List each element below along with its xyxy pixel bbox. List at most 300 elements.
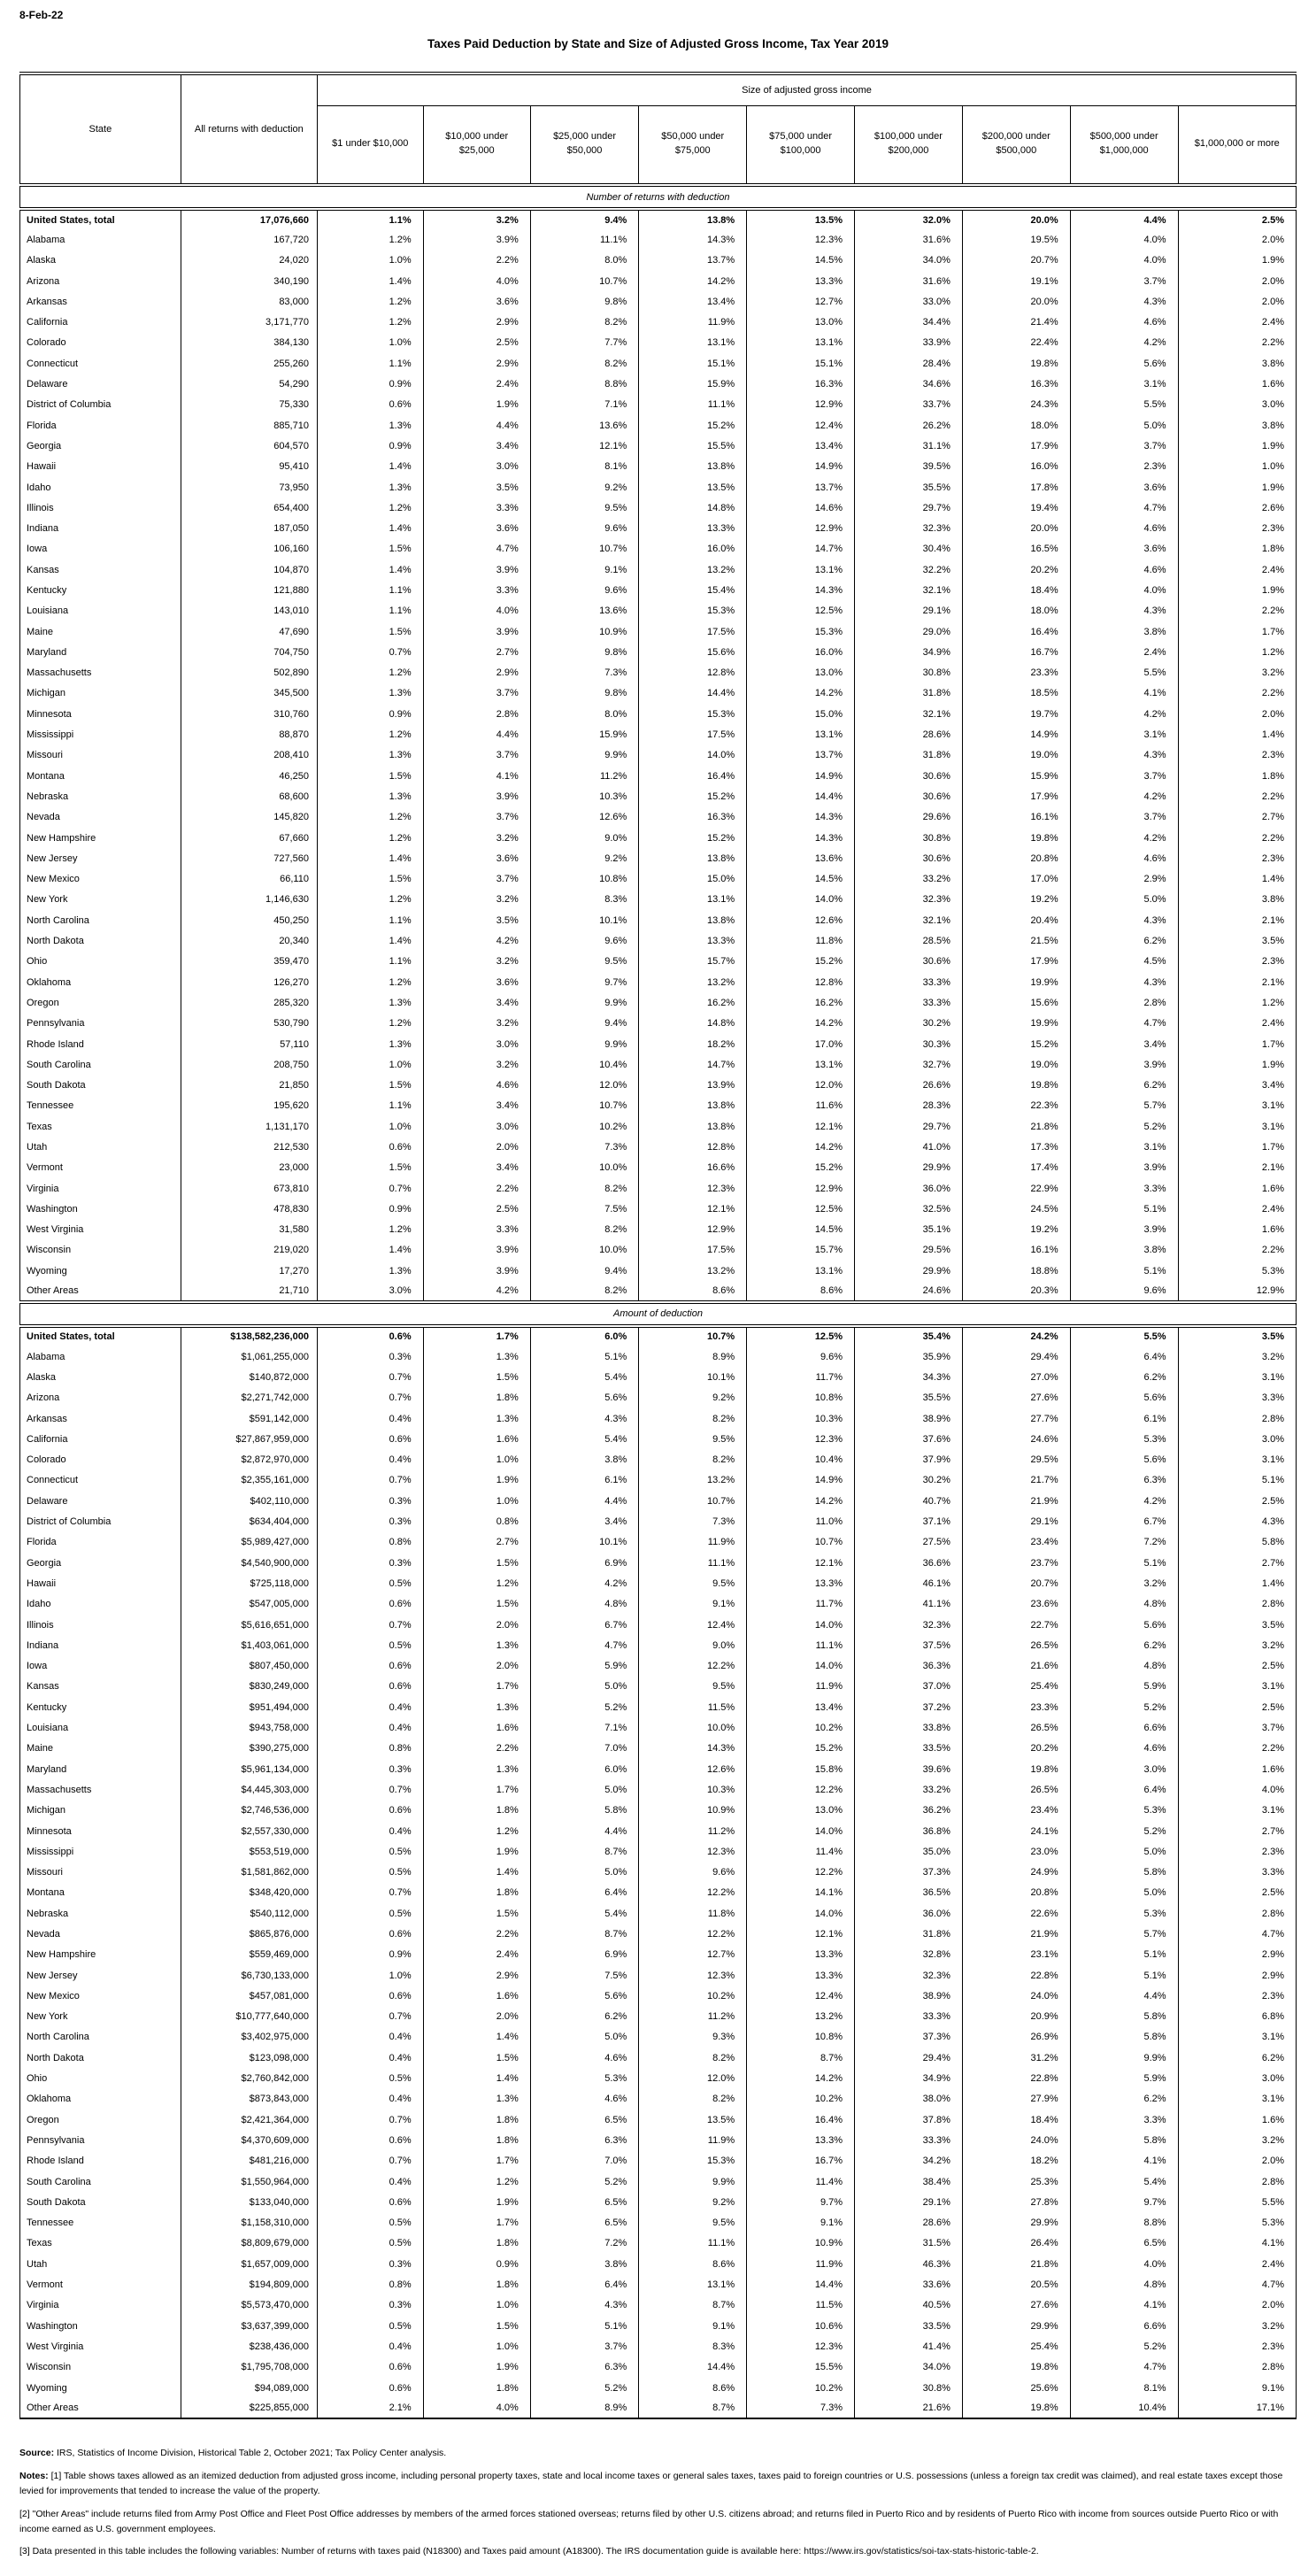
note-3 [19,2544,1297,2559]
header-agi-col: $500,000 under $1,000,000 [1070,105,1178,185]
value-cell: 2.0% [423,1615,530,1635]
value-cell: 12.2% [639,1883,747,1903]
state-cell: Virginia [27,2300,59,2311]
value-cell: 5.1% [1070,1965,1178,1986]
value-cell: 2.0% [1178,704,1296,724]
value-cell: 5.1% [1178,1470,1296,1491]
state-cell: Louisiana [27,1723,69,1734]
value-cell: 15.4% [639,580,747,600]
state-cell: Other Areas [27,1285,79,1297]
value-cell: 21.8% [962,1116,1070,1137]
value-cell: 6.4% [1070,1779,1178,1800]
value-cell: 6.5% [530,2109,639,2130]
value-cell: 11.9% [639,1532,747,1553]
value-cell: 1.7% [423,2151,530,2171]
value-cell: 1.9% [423,1470,530,1491]
value-cell: 6.2% [1070,2089,1178,2109]
value-cell: 3.7% [1178,1717,1296,1738]
value-cell: 6.7% [530,1615,639,1635]
state-cell: New Hampshire [27,1949,96,1961]
value-cell: 1.4% [1178,1573,1296,1593]
value-cell: 20.9% [962,2007,1070,2027]
value-cell: 29.5% [962,1450,1070,1470]
value-cell: 478,830 [181,1199,317,1219]
value-cell: 16.4% [639,766,747,786]
value-cell: 0.8% [317,1739,423,1759]
value-cell: 14.0% [747,890,855,910]
value-cell: 5.2% [530,1697,639,1717]
value-cell: $94,089,000 [181,2378,317,2398]
section-label: Number of returns with deduction [20,185,1297,209]
value-cell: 1.0% [317,251,423,271]
value-cell: 15.7% [639,952,747,972]
value-cell: $1,550,964,000 [181,2171,317,2192]
value-cell: 33.8% [855,1717,963,1738]
value-cell: 0.7% [317,1178,423,1199]
value-cell: $1,158,310,000 [181,2213,317,2233]
value-cell: 0.6% [317,2357,423,2378]
value-cell: 18.4% [962,580,1070,600]
header-agi-col: $10,000 under $25,000 [423,105,530,185]
value-cell: 1.8% [423,2109,530,2130]
value-cell: 1.3% [317,786,423,806]
value-cell: 1.2% [317,972,423,992]
value-cell: 10.0% [530,1240,639,1261]
value-cell: 34.9% [855,642,963,662]
value-cell: 1.3% [317,1261,423,1281]
state-cell: Iowa [27,544,48,555]
value-cell: 1.8% [423,2233,530,2254]
value-cell: 1.3% [423,1346,530,1367]
value-cell: 4.6% [1070,848,1178,868]
value-cell: 1.6% [1178,1220,1296,1240]
value-cell: 13.3% [639,518,747,538]
value-cell: 22.4% [962,333,1070,353]
value-cell: 3.1% [1178,1116,1296,1137]
note-3-text: [3] Data presented in this table includes the following variables: Number of returns with taxes paid (N18300) and Taxes paid amount (A18300). The IRS documentation guide is available here: https://www.irs.gov/statistics/soi-tax-stats-historic-table-2. [19,2546,1039,2557]
value-cell: 28.6% [855,724,963,744]
table-row [20,539,1297,559]
table-row [20,1346,1297,1367]
value-cell: 106,160 [181,539,317,559]
table-row [20,1450,1297,1470]
value-cell: 22.8% [962,2068,1070,2088]
value-cell: 6.8% [1178,2007,1296,2027]
value-cell: 5.4% [1070,2171,1178,2192]
table-row [20,2068,1297,2088]
value-cell: 19.4% [962,497,1070,518]
value-cell: 4.6% [530,2048,639,2068]
table-row [20,1739,1297,1759]
value-cell: 6.5% [1070,2233,1178,2254]
value-cell: 10.9% [747,2233,855,2254]
value-cell: 3.2% [1178,1346,1296,1367]
value-cell: 34.3% [855,1367,963,1387]
value-cell: 29.1% [855,2192,963,2212]
value-cell: 5.8% [1070,2130,1178,2150]
value-cell: 2.2% [423,1739,530,1759]
value-cell: 19.5% [962,229,1070,250]
value-cell: 0.5% [317,2233,423,2254]
value-cell: 0.4% [317,2171,423,2192]
value-cell: 13.8% [639,848,747,868]
value-cell: 37.3% [855,2027,963,2048]
value-cell: 8.6% [747,1281,855,1301]
value-cell: 3.2% [423,952,530,972]
value-cell: 11.1% [639,2233,747,2254]
value-cell: 0.6% [317,1986,423,2006]
value-cell: 15.6% [962,992,1070,1013]
value-cell: $540,112,000 [181,1903,317,1924]
value-cell: 5.8% [530,1801,639,1821]
value-cell: 4.4% [530,1491,639,1511]
value-cell: 8.0% [530,704,639,724]
value-cell: 16.0% [962,457,1070,477]
value-cell: 10.9% [530,621,639,642]
value-cell: 4.2% [1070,828,1178,848]
value-cell: 255,260 [181,353,317,374]
value-cell: $725,118,000 [181,1573,317,1593]
value-cell: 30.8% [855,828,963,848]
value-cell: 1.0% [423,2295,530,2316]
value-cell: 3.1% [1178,2027,1296,2048]
value-cell: 15.9% [530,724,639,744]
state-cell: New York [27,894,68,906]
value-cell: 21,850 [181,1075,317,1095]
value-cell: 46.3% [855,2254,963,2274]
value-cell: 5.1% [1070,1945,1178,1965]
value-cell: 28.6% [855,2213,963,2233]
table-row [20,2336,1297,2356]
value-cell: 3.9% [423,786,530,806]
value-cell: 24.0% [962,1986,1070,2006]
value-cell: 3.1% [1178,1677,1296,1697]
value-cell: 3.7% [423,807,530,828]
table-row [20,2254,1297,2274]
table-row [20,745,1297,766]
value-cell: 33.9% [855,333,963,353]
table-row [20,1367,1297,1387]
value-cell: 104,870 [181,559,317,580]
value-cell: 1.4% [317,271,423,291]
value-cell: 33.3% [855,992,963,1013]
table-row [20,683,1297,704]
value-cell: 37.3% [855,1862,963,1882]
value-cell: 12.0% [639,2068,747,2088]
table-row [20,1821,1297,1841]
value-cell: 7.7% [530,333,639,353]
value-cell: $3,637,399,000 [181,2316,317,2336]
value-cell: 1.3% [423,2089,530,2109]
value-cell: $8,809,679,000 [181,2233,317,2254]
value-cell: 7.1% [530,1717,639,1738]
value-cell: 21.7% [962,1470,1070,1491]
value-cell: 12.5% [747,1199,855,1219]
value-cell: 14.7% [639,1054,747,1075]
value-cell: $4,370,609,000 [181,2130,317,2150]
state-cell: New Hampshire [27,832,96,844]
value-cell: 31.6% [855,229,963,250]
state-cell: Massachusetts [27,1784,92,1795]
value-cell: 36.8% [855,1821,963,1841]
value-cell: 0.8% [317,1532,423,1553]
value-cell: 3.6% [423,291,530,312]
value-cell: 5.6% [1070,1388,1178,1408]
value-cell: 18.0% [962,415,1070,436]
value-cell: 12.8% [639,1137,747,1157]
value-cell: 3.1% [1070,1137,1178,1157]
value-cell: 704,750 [181,642,317,662]
table-row [20,1655,1297,1676]
value-cell: 1.6% [423,1717,530,1738]
table-row [20,2233,1297,2254]
value-cell: 12.6% [639,1759,747,1779]
table-row [20,1594,1297,1615]
value-cell: 27.0% [962,1367,1070,1387]
table-row [20,2089,1297,2109]
value-cell: 0.5% [317,1841,423,1862]
value-cell: $559,469,000 [181,1945,317,1965]
table-row [20,1014,1297,1034]
value-cell: 11.1% [747,1635,855,1655]
value-cell: 20.2% [962,1739,1070,1759]
value-cell: 3.1% [1178,1801,1296,1821]
value-cell: 13.0% [747,1801,855,1821]
value-cell: 1.9% [423,395,530,415]
value-cell: 673,810 [181,1178,317,1199]
value-cell: 7.0% [530,2151,639,2171]
value-cell: 0.6% [317,1677,423,1697]
state-cell: Oklahoma [27,976,72,988]
value-cell: 2.5% [423,333,530,353]
value-cell: 10.8% [530,869,639,890]
state-cell: Ohio [27,956,48,968]
value-cell: 1.2% [423,2171,530,2192]
table-row [20,1677,1297,1697]
value-cell: 12.6% [530,807,639,828]
value-cell: 17,270 [181,1261,317,1281]
value-cell: 29.0% [855,621,963,642]
value-cell: 2.8% [423,704,530,724]
value-cell: $238,436,000 [181,2336,317,2356]
value-cell: 2.2% [1178,601,1296,621]
value-cell: 23.3% [962,663,1070,683]
table-row [20,1261,1297,1281]
state-cell: Oklahoma [27,2094,72,2105]
value-cell: 11.7% [747,1367,855,1387]
value-cell: 4.2% [1070,333,1178,353]
value-cell: $225,855,000 [181,2398,317,2418]
value-cell: 14.2% [747,1491,855,1511]
value-cell: 2.9% [423,353,530,374]
state-cell: Rhode Island [27,1038,84,1050]
value-cell: 16.3% [639,807,747,828]
value-cell: 38.4% [855,2171,963,2192]
value-cell: 27.7% [962,1408,1070,1429]
value-cell: 1.9% [1178,580,1296,600]
table-row [20,2357,1297,2378]
value-cell: 2.6% [1178,497,1296,518]
value-cell: 11.2% [639,1821,747,1841]
value-cell: 5.1% [1070,1199,1178,1219]
value-cell: $123,098,000 [181,2048,317,2068]
value-cell: 31.1% [855,436,963,456]
value-cell: 29.4% [962,1346,1070,1367]
value-cell: 3.2% [1178,663,1296,683]
value-cell: 2.4% [1178,559,1296,580]
value-cell: 4.3% [1178,1511,1296,1531]
value-cell: 30.6% [855,766,963,786]
value-cell: 1.1% [317,209,423,229]
value-cell: 12.1% [747,1924,855,1944]
value-cell: 12.7% [747,291,855,312]
value-cell: 29.6% [855,807,963,828]
value-cell: 1.0% [317,1116,423,1137]
state-cell: Mississippi [27,1846,74,1857]
value-cell: 32.5% [855,1199,963,1219]
value-cell: 23.1% [962,1945,1070,1965]
table-row [20,2048,1297,2068]
table-row [20,333,1297,353]
value-cell: 30.4% [855,539,963,559]
value-cell: 19.8% [962,828,1070,848]
value-cell: 20.2% [962,559,1070,580]
value-cell: 4.3% [530,2295,639,2316]
value-cell: 4.3% [1070,972,1178,992]
value-cell: 17.0% [962,869,1070,890]
value-cell: 17.3% [962,1137,1070,1157]
value-cell: 3.2% [423,209,530,229]
table-row [20,395,1297,415]
value-cell: 29.1% [962,1511,1070,1531]
value-cell: 6.5% [530,2213,639,2233]
value-cell: 13.6% [530,601,639,621]
value-cell: 1.2% [317,291,423,312]
value-cell: 13.1% [639,333,747,353]
value-cell: 14.8% [639,1014,747,1034]
value-cell: 1.2% [317,497,423,518]
value-cell: 1.1% [317,601,423,621]
value-cell: 3,171,770 [181,312,317,332]
value-cell: 12.3% [639,1178,747,1199]
value-cell: 13.6% [530,415,639,436]
value-cell: 28.3% [855,1096,963,1116]
table-row [20,1965,1297,1986]
value-cell: 15.2% [639,415,747,436]
value-cell: 0.9% [317,374,423,394]
value-cell: 13.3% [747,271,855,291]
table-row [20,1116,1297,1137]
value-cell: 13.5% [747,209,855,229]
value-cell: 1.2% [317,828,423,848]
value-cell: 3.4% [423,1096,530,1116]
value-cell: 2.7% [423,1532,530,1553]
value-cell: 4.0% [1178,1779,1296,1800]
table-body [20,185,1297,2418]
value-cell: 27.5% [855,1532,963,1553]
value-cell: 9.2% [639,1388,747,1408]
value-cell: 3.3% [423,580,530,600]
table-row [20,1075,1297,1095]
value-cell: 12.9% [747,518,855,538]
value-cell: 36.5% [855,1883,963,1903]
value-cell: 5.5% [1178,2192,1296,2212]
value-cell: 9.9% [1070,2048,1178,2068]
table-row [20,1054,1297,1075]
value-cell: 1.8% [1178,539,1296,559]
table-row [20,2295,1297,2316]
value-cell: 8.9% [639,1346,747,1367]
value-cell: 15.0% [639,869,747,890]
value-cell: 1.6% [1178,1178,1296,1199]
value-cell: 18.5% [962,683,1070,704]
value-cell: 34.0% [855,2357,963,2378]
value-cell: 1.5% [317,539,423,559]
value-cell: 3.5% [423,910,530,930]
value-cell: 9.2% [530,848,639,868]
value-cell: 9.1% [639,2316,747,2336]
value-cell: 10.0% [639,1717,747,1738]
value-cell: 14.0% [747,1615,855,1635]
table-row [20,2274,1297,2294]
value-cell: 26.5% [962,1635,1070,1655]
state-cell: South Carolina [27,1059,91,1070]
value-cell: 17.4% [962,1158,1070,1178]
value-cell: 32.1% [855,580,963,600]
value-cell: 3.3% [1070,1178,1178,1199]
value-cell: 1.3% [317,745,423,766]
value-cell: 2.9% [1178,1965,1296,1986]
value-cell: 0.5% [317,1635,423,1655]
value-cell: 3.0% [1178,395,1296,415]
state-cell: Wisconsin [27,2362,72,2373]
value-cell: 12.5% [747,601,855,621]
value-cell: 0.6% [317,1326,423,1346]
state-cell: Vermont [27,1162,63,1174]
value-cell: 3.0% [423,1034,530,1054]
value-cell: 4.6% [530,2089,639,2109]
table-row [20,621,1297,642]
value-cell: 29.9% [962,2213,1070,2233]
value-cell: 35.0% [855,1841,963,1862]
value-cell: 19.0% [962,745,1070,766]
value-cell: 0.6% [317,2192,423,2212]
value-cell: 5.7% [1070,1096,1178,1116]
value-cell: 2.4% [423,1945,530,1965]
table-row [20,271,1297,291]
value-cell: 0.7% [317,1883,423,1903]
value-cell: 31.8% [855,1924,963,1944]
value-cell: 12.2% [747,1779,855,1800]
value-cell: 5.2% [530,2378,639,2398]
state-cell: Other Areas [27,2402,79,2414]
value-cell: 13.8% [639,1116,747,1137]
value-cell: 12.4% [639,1615,747,1635]
value-cell: 10.1% [639,1367,747,1387]
value-cell: 39.6% [855,1759,963,1779]
value-cell: 2.1% [317,2398,423,2418]
value-cell: 12.2% [747,1862,855,1882]
value-cell: $2,355,161,000 [181,1470,317,1491]
table-row [20,291,1297,312]
value-cell: 10.7% [530,1096,639,1116]
state-cell: West Virginia [27,2341,84,2352]
value-cell: 12.4% [747,1986,855,2006]
value-cell: 8.1% [1070,2378,1178,2398]
value-cell: 16.7% [962,642,1070,662]
value-cell: 3.1% [1178,1450,1296,1470]
value-cell: 3.6% [423,518,530,538]
